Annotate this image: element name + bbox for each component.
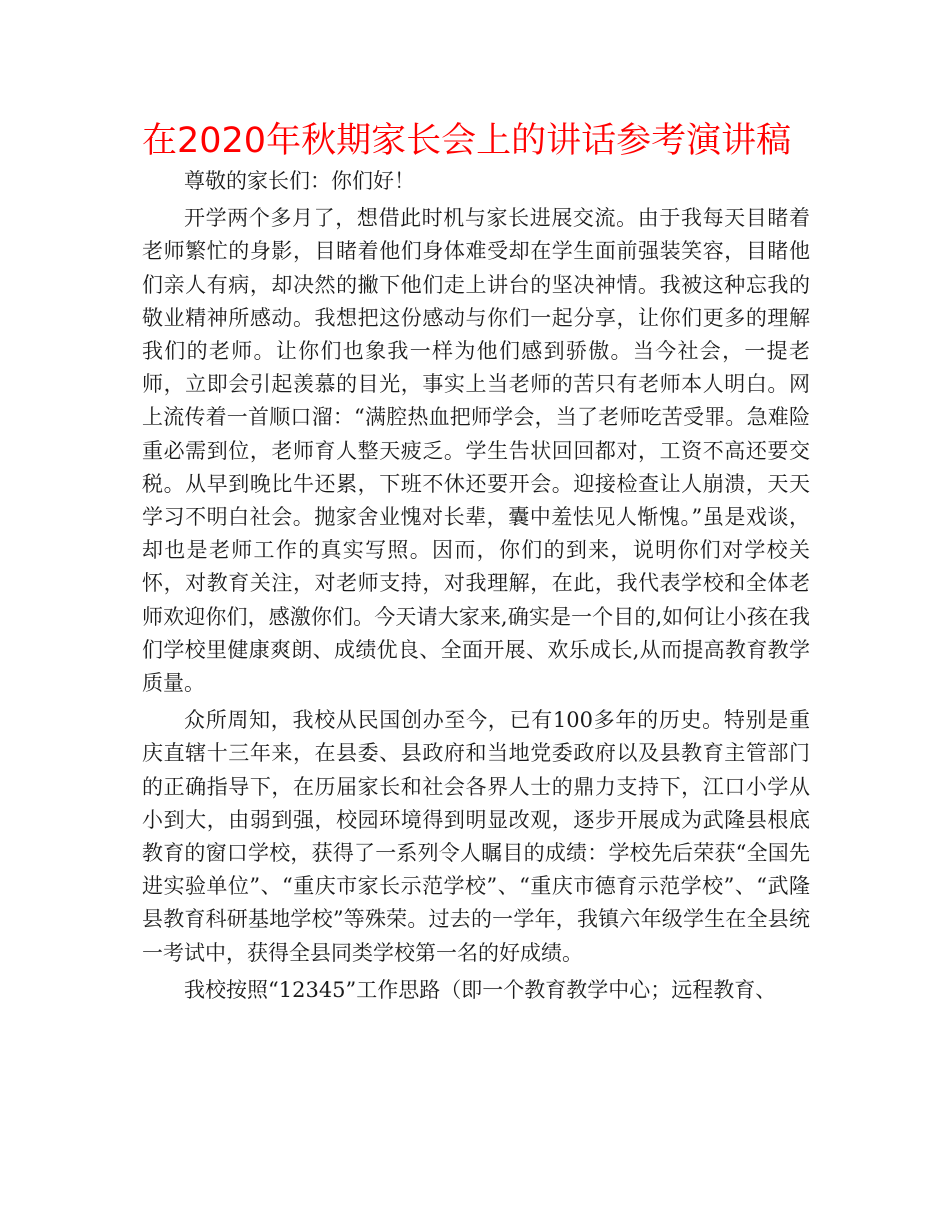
- salutation: 尊敬的家长们：你们好！: [184, 169, 415, 193]
- paragraph-2: 众所周知，我校从民国创办至今，已有100多年的历史。特别是重庆直辖十三年来，在县委、县政府和当地党委政府以及县教育主管部门的正确指导下，在历届家长和社会各界人士的鼎力支持下，江口小学从小到大，由弱到强，校园环境得到明显改观，逐步开展成为武隆县根底教育的窗口学校，获得了一系列令人瞩目的成绩：学校先后荣获“全国先进实验单位”、“重庆市家长示范学校”、“重庆市德育示范学校”、“武隆县教育科研基地学校”等殊荣。过去的一学年，我镇六年级学生在全县统一考试中，获得全县同类学校第一名的好成绩。: [142, 708, 810, 965]
- paragraph-1: 开学两个多月了，想借此时机与家长进展交流。由于我每天目睹着老师繁忙的身影，目睹着他们身体难受却在学生面前强装笑容，目睹他们亲人有病，却决然的撇下他们走上讲台的坚决神情。我被这种忘我的敬业精神所感动。我想把这份感动与你们一起分享，让你们更多的理解我们的老师。让你们也象我一样为他们感到骄傲。当今社会，一提老师，立即会引起羡慕的目光，事实上当老师的苦只有老师本人明白。网上流传着一首顺口溜：“满腔热血把师学会，当了老师吃苦受罪。急难险重必需到位，老师育人整天疲乏。学生告状回回都对，工资不高还要交税。从早到晚比牛还累，下班不休还要开会。迎接检查让人崩溃，天天学习不明白社会。抛家舍业愧对长辈，囊中羞怯见人惭愧。”虽是戏谈，却也是老师工作的真实写照。因而，你们的到来，说明你们对学校关怀，对教育关注，对老师支持，对我理解，在此，我代表学校和全体老师欢迎你们，感激你们。今天请大家来,确实是一个目的,如何让小孩在我们学校里健康爽朗、成绩优良、全面开展、欢乐成长,从而提高教育教学质量。: [142, 206, 810, 696]
- document-body: [142, 165, 810, 1007]
- document-title: 在2020年秋期家长会上的讲话参考演讲稿: [142, 121, 792, 161]
- paragraph-3: 我校按照“12345”工作思路（即一个教育教学中心；远程教育、: [184, 977, 777, 1002]
